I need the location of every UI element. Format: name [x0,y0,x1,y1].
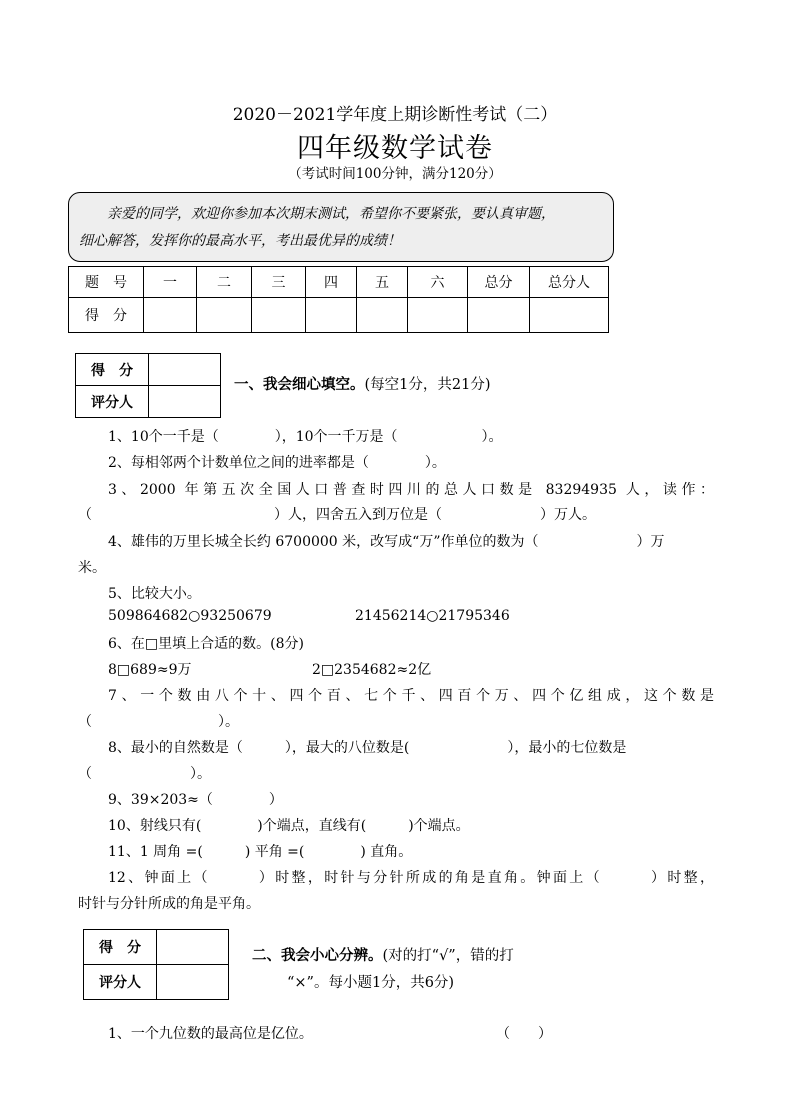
section1-title: 一、我会细心填空。 [234,376,365,393]
grader-label: 评分人 [76,386,149,418]
grader-input-cell[interactable] [157,965,229,1000]
question-1-8-cont: （ ）。 [78,766,211,782]
score-input-cell[interactable] [149,354,221,386]
score-input-cell[interactable] [144,298,197,333]
question-1-4-cont: 米。 [78,560,106,576]
score-table-cell: 总分 [468,267,530,298]
grader-input-cell[interactable] [149,386,221,418]
question-1-1: 1、10个一千是（ ），10个一千万是（ ）。 [108,429,503,445]
score-table-cell: 总分人 [530,267,609,298]
greeting-box [68,192,614,262]
fill-item-2: 2□2354682≈2亿 [312,662,432,678]
section1-note: (每空1分，共21分) [364,377,491,393]
question-1-7: 7、一个数由八个十、四个百、七个千、四百个万、四个亿组成，这个数是 [108,688,714,704]
score-table-cell: 三 [252,267,306,298]
greeting-line1: 亲爱的同学，欢迎你参加本次期末测试，希望你不要紧张，要认真审题， [107,206,555,222]
score-label: 得 分 [76,354,149,386]
score-input-cell[interactable] [197,298,252,333]
question-1-9: 9、39×203≈（ ） [108,792,283,808]
question-2-1: 1、一个九位数的最高位是亿位。 [108,1026,313,1042]
score-table-cell: 二 [197,267,252,298]
question-1-10: 10、射线只有( )个端点，直线有( )个端点。 [108,818,470,834]
score-input-cell[interactable] [157,930,229,965]
section1-score-box [75,353,221,418]
question-1-7-cont: （ ）。 [78,714,239,730]
score-table-score-row [69,298,609,333]
section2-note: (对的打“√”，错的打 [382,948,514,964]
section1-heading [234,373,491,394]
score-input-cell[interactable] [306,298,357,333]
score-input-cell[interactable] [252,298,306,333]
question-1-2: 2、每相邻两个计数单位之间的进率都是（ ）。 [108,455,446,471]
question-1-5: 5、比较大小。 [108,586,201,602]
score-table-cell: 题 号 [69,267,144,298]
score-table-cell: 四 [306,267,357,298]
question-1-12: 12、钟面上（ ）时整，时针与分针所成的角是直角。钟面上（ ）时整， [108,870,714,886]
section2-title: 二、我会小心分辨。 [252,947,383,964]
score-table-cell: 六 [408,267,468,298]
compare-item-2: 21456214○21795346 [355,608,510,624]
grader-label: 评分人 [84,965,157,1000]
exam-header-line1: 2020－2021学年度上期诊断性考试（二） [232,105,558,125]
score-table-cell: 五 [357,267,408,298]
question-1-12-cont: 时针与分针所成的角是平角。 [78,896,260,912]
question-1-3-cont: （ ）人，四舍五入到万位是（ ）万人。 [78,507,596,523]
score-label: 得 分 [84,930,157,965]
score-summary-table [68,266,609,333]
question-1-8: 8、最小的自然数是（ ），最大的八位数是( ），最小的七位数是 [108,740,627,756]
score-table-cell: 一 [144,267,197,298]
score-input-cell[interactable] [408,298,468,333]
score-table-header-row [69,267,609,298]
compare-item-1: 509864682○93250679 [108,608,272,624]
section2-score-box [83,929,229,1000]
score-input-cell[interactable] [468,298,530,333]
section2-note-cont: “×”。每小题1分，共6分) [287,975,455,991]
section2-heading [252,944,514,965]
greeting-line2: 细心解答，发挥你的最高水平，考出最优异的成绩！ [79,233,401,249]
question-1-4: 4、雄伟的万里长城全长约 6700000 米，改写成“万”作单位的数为（ ）万 [108,534,665,550]
score-row-label: 得 分 [69,298,144,333]
question-1-11: 11、1 周角 =( ) 平角 =( ) 直角。 [108,844,413,860]
exam-time-info: （考试时间100分钟，满分120分） [288,166,502,182]
question-1-6: 6、在□里填上合适的数。(8分) [108,636,304,652]
question-1-3: 3、2000 年第五次全国人口普查时四川的总人口数是 83294935 人，读作： [108,482,714,498]
score-input-cell[interactable] [530,298,609,333]
exam-title: 四年级数学试卷 [297,133,493,164]
fill-item-1: 8□689≈9万 [108,662,192,678]
score-input-cell[interactable] [357,298,408,333]
answer-blank[interactable]: （ ） [496,1026,552,1042]
